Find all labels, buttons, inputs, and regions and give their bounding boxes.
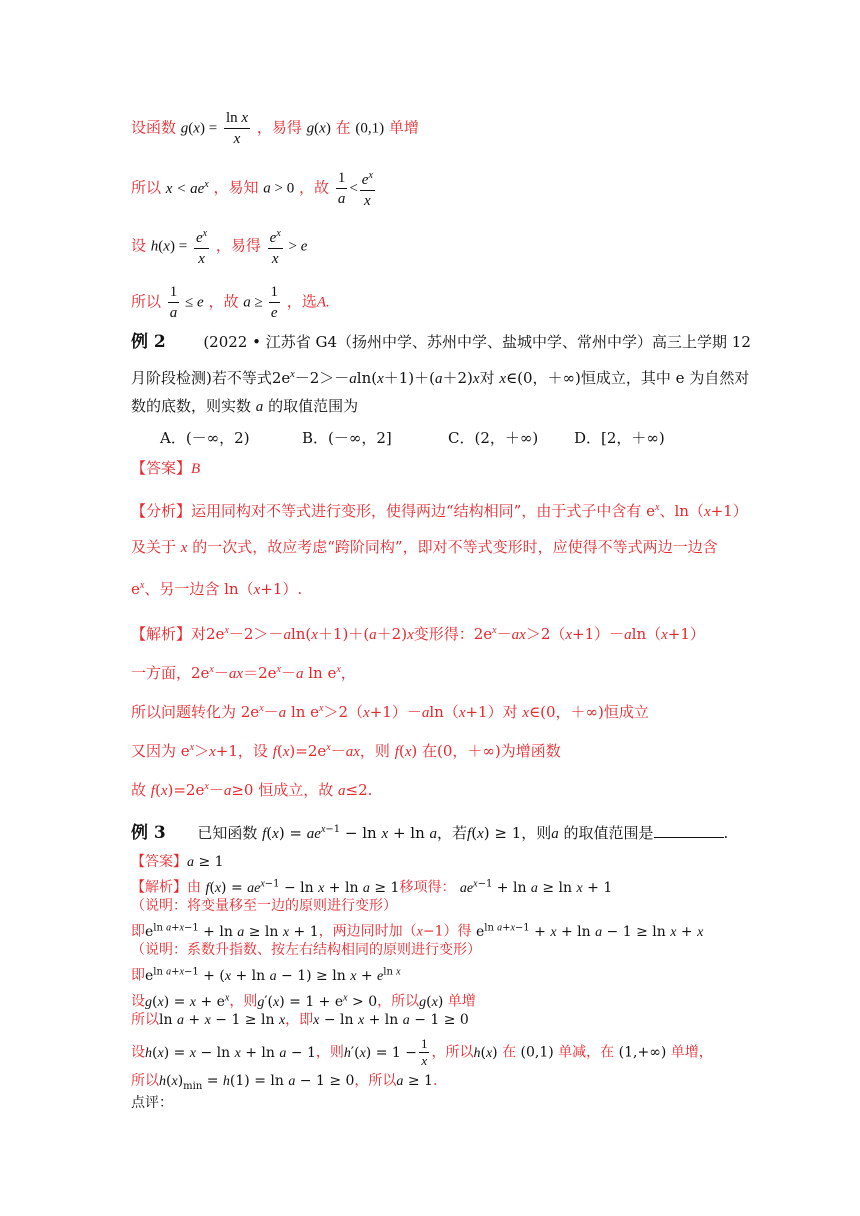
option-c: C．(2，＋∞) [448, 429, 539, 447]
fraction-1-over-e: $\frac{1}{e}$ [270, 284, 279, 321]
text: －2＞－ [294, 369, 350, 387]
text: 单增， [670, 1044, 713, 1061]
text: 运用同构对不等式进行变形，使得两边“结构相同”，由于式子中含有 e [191, 502, 656, 520]
ex3-solution-4: 设$g(x) = x + e^x$，则$g'(x) = 1 + e^x > 0$，所以g(x) 单增 [131, 992, 476, 1010]
text: 在 [502, 1044, 517, 1061]
text: 即 [131, 923, 145, 940]
option-d: D．[2，＋∞) [574, 429, 665, 447]
text: 、另一边含 ln（ [144, 580, 254, 598]
text: 所以 [131, 1012, 159, 1028]
solution-line-1: 【解析】对$2e^x-2>-aln(x+1)+(a+2)x$变形得：$2e^x-ax>2(x+1)-aln(x+1)$ [131, 625, 705, 643]
text: ＋1)＋( [317, 625, 370, 643]
ex3-solution-1: 【解析】由 $f(x) = ae^{x-1} - \ln x + \ln a \ge 1$移项得： $ae^{x-1} + \ln a \ge \ln x + 1$ [131, 878, 613, 896]
text: 变形得：2e [413, 625, 493, 643]
solution-line-3: 所以问题转化为 $2e^x-a$ $\ln e^x>2(x+1)-aln(x+1)$对 x∈(0，＋∞)恒成立 [131, 703, 649, 721]
solution-line-4: 又因为 $e^x>x+1$，设 $f(x)=2e^x-ax$，则 f(x) 在(0，＋∞)为增函数 [131, 742, 561, 760]
text: +1） [667, 625, 705, 643]
text: 对2e [191, 625, 225, 643]
ex3-solution-5: 所以ln a + x − 1 ≥ ln x，即x − ln x + ln a − 1 ≥ 0 [131, 1012, 469, 1028]
text: ＝2e [243, 664, 277, 682]
answer-value: B [191, 461, 201, 477]
text: 设 [131, 236, 147, 255]
ex3-answer: 【答案】a ≥ 1 [131, 854, 224, 870]
text: 的取值范围是 [563, 824, 654, 842]
text: =2e [173, 781, 205, 799]
answer-label: 【答案】 [131, 459, 192, 477]
text: +1，设 [215, 742, 268, 760]
analysis-label: 【分析】 [131, 502, 192, 520]
text: ，所以 [431, 1044, 474, 1061]
text: ，则 [315, 1044, 344, 1061]
note: （说明：将变量移至一边的原则进行变形） [131, 898, 397, 914]
example-2-question-cont: 数的底数，则实数 a 的取值范围为 [131, 397, 359, 415]
solution-line-2: 一方面，$2e^x-ax=2e^x-a$ $\ln e^x$， [131, 664, 356, 682]
options-row [160, 428, 665, 448]
text: ＋1)＋( [383, 369, 436, 387]
text: 、ln（ [659, 502, 704, 520]
line-h-function: 设 h(x) = $\frac{e^x}{x}$ ，易得 $\frac{e^x}{x}$ > e [131, 224, 307, 269]
text: 移项得： [399, 879, 456, 896]
example-2-question: 月阶段检测)若不等式$2e^x-2>-aln(x+1)+(a+2)x$对 x∈(0，＋∞)恒成立，其中 e 为自然对 [131, 369, 750, 387]
text: ，易知 [213, 178, 259, 197]
ex3-solution-6: 设h(x) = x − ln x + ln a − 1，则h′(x) = 1 − $\frac{1}{x}$ ，所以h(x) 在 (0,1) 单减，在 (1,+∞) 单增， [131, 1036, 713, 1068]
text: ≤2. [345, 781, 373, 799]
text: ＞2（ [525, 625, 566, 643]
fraction-ex-over-x: $\frac{e^x}{x}$ [360, 166, 375, 211]
option-b: B．(－∞，2] [302, 429, 392, 447]
analysis-line-3: $e^x$、另一边含 ln（x+1）. [131, 580, 303, 598]
fraction-ex-over-x: $\frac{e^x}{x}$ [268, 224, 283, 269]
text: ，故 [299, 178, 330, 197]
text: 故 [131, 781, 147, 799]
answer-label: 【答案】 [131, 854, 187, 870]
text: ＋2) [442, 369, 473, 387]
text: － [280, 664, 296, 682]
text: ，则 [521, 824, 552, 842]
text: 所以问题转化为 2e [131, 703, 260, 721]
answer-blank [654, 825, 724, 838]
text: ，所以 [377, 993, 420, 1010]
text: 的一次式，故应考虑“跨阶同构”，即对不等式变形时，应使得不等式两边一边含 [192, 538, 718, 556]
text: ∈(0，＋∞)恒成立，其中 e 为自然对 [506, 369, 750, 387]
text: 单减，在 [558, 1044, 615, 1061]
comment-label: 点评： [131, 1095, 173, 1111]
fraction-1-over-a: $\frac{1}{a}$ [337, 170, 346, 207]
text: － [496, 625, 512, 643]
text: －2＞－ [228, 625, 284, 643]
ex3-solution-7: 所以$h(x)_{min} = h(1) = \ln a - 1 \ge 0$，所以a ≥ 1. [131, 1073, 438, 1092]
text: 设 [131, 993, 145, 1010]
text: ln e [286, 703, 320, 721]
text: ，则 [359, 742, 390, 760]
text: － [213, 664, 229, 682]
text: ln（ [429, 703, 459, 721]
example-label: 例 2 [131, 332, 166, 352]
text: ，则 [229, 993, 258, 1010]
solution-label: 【解析】 [131, 625, 192, 643]
text: 在(0，＋∞)为增函数 [417, 742, 561, 760]
text: － [330, 742, 346, 760]
text: ， [340, 664, 356, 682]
ex3-note-2 [131, 941, 481, 959]
fraction-ex-over-x: $\frac{e^x}{x}$ [194, 224, 209, 269]
text: 数的底数，则实数 [131, 397, 252, 415]
example-2-heading [131, 332, 751, 352]
text: － [263, 703, 279, 721]
text: ln（ [631, 625, 662, 643]
text: ，易得 [215, 236, 261, 255]
fraction-1-over-a: $\frac{1}{a}$ [169, 284, 178, 321]
text: ≥0 恒成立，故 [231, 781, 334, 799]
text: =2e [295, 742, 327, 760]
text: 设 [131, 1044, 145, 1061]
text: ，两边同时加（ [318, 923, 417, 940]
text: 即 [131, 967, 145, 984]
answer-choice: A. [316, 294, 330, 311]
text: +1）－ [572, 625, 625, 643]
text: ln( [290, 625, 312, 643]
text: ∈(0，＋∞)恒成立 [529, 703, 649, 721]
text: ，所以 [354, 1073, 397, 1089]
text: ln( [356, 369, 378, 387]
text: ln e [303, 664, 337, 682]
text: 及关于 [131, 538, 177, 556]
line-x-less-ae: 所以 $x < ae^x$ ，易知 a > 0 ，故 $\frac{1}{a}$ < $\frac{e^x}{x}$ [131, 166, 377, 211]
text: 已知函数 [197, 824, 258, 842]
text: 在 [335, 118, 351, 137]
text: 由 [187, 879, 201, 896]
text: e [131, 580, 140, 598]
ex3-solution-2: 即$e^{ln a+x-1} + \ln a \ge \ln x + 1$，两边同时加（x−1）得 $e^{ln a+x-1} + x + \ln a - 1 \ge \ln x + x$ [131, 922, 704, 940]
fraction-lnx-over-x: $\frac{\text{ln x}}{x}$ [225, 110, 249, 147]
example-label: 例 3 [131, 823, 166, 843]
text: 所以 [131, 178, 162, 197]
solution-line-5: 故 $f(x)=2e^x-a\ge 0$ 恒成立，故 a≤2. [131, 781, 373, 799]
text: 的取值范围为 [268, 397, 359, 415]
text: 月阶段检测)若不等式2e [131, 369, 291, 387]
ex3-note-1 [131, 897, 397, 915]
example-3-question: 例 3 已知函数 $f(x) = ae^{x-1} - \ln x + \ln a$，若f(x) ≥ 1，则a 的取值范围是 . [131, 823, 729, 843]
text: 所以 [131, 292, 162, 311]
analysis-line-1: 【分析】运用同构对不等式进行变形，使得两边“结构相同”，由于式子中含有 $e^x$、ln（x+1） [131, 502, 748, 520]
text: 对 [479, 369, 495, 387]
ex3-solution-3: 即$e^{ln a+x-1} + (x + \ln a - 1) \ge \ln x + e^{ln x}$ [131, 966, 401, 984]
text: 一方面，2e [131, 664, 210, 682]
text: 单增 [447, 993, 476, 1010]
text: +1） [710, 502, 748, 520]
text: ，选 [286, 292, 317, 311]
text: 所以 [131, 1073, 159, 1089]
text: ，故 [208, 292, 239, 311]
text: . [723, 824, 729, 842]
note: （说明：系数升指数、按左右结构相同的原则进行变形） [131, 942, 481, 958]
text: 设函数 [131, 118, 177, 137]
fraction-1-over-x: $\frac{1}{x}$ [420, 1036, 428, 1068]
example-source: (2022 • 江苏省 G4（扬州中学、苏州中学、盐城中学、常州中学）高三上学期 12 [203, 333, 751, 351]
analysis-line-2: 及关于 x 的一次式，故应考虑“跨阶同构”，即对不等式变形时，应使得不等式两边一边含 [131, 538, 718, 556]
text: −1）得 [422, 923, 472, 940]
solution-label: 【解析】 [131, 879, 187, 896]
text: ＋2) [376, 625, 408, 643]
line-g-function: 设函数 g(x) = $\frac{\text{ln x}}{x}$ ，易得 g(x) 在 (0,1) 单增 [131, 110, 419, 147]
text: ，若 [437, 824, 468, 842]
text: +1）. [260, 580, 303, 598]
answer-line [131, 458, 200, 479]
text: 又因为 e [131, 742, 190, 760]
text: 单增 [388, 118, 419, 137]
line-conclusion: 所以 $\frac{1}{a}$ ≤ e ，故 a ≥ $\frac{1}{e}$ ，选A. [131, 284, 330, 321]
text: +1）对 [465, 703, 518, 721]
text: +1）－ [369, 703, 422, 721]
text: ＞2（ [323, 703, 364, 721]
text: ＞ [194, 742, 210, 760]
text: － [208, 781, 224, 799]
text: ，易得 [256, 118, 302, 137]
text: ，即 [285, 1012, 314, 1028]
option-a: A．(－∞，2) [160, 429, 250, 447]
comment-line [131, 1094, 173, 1112]
